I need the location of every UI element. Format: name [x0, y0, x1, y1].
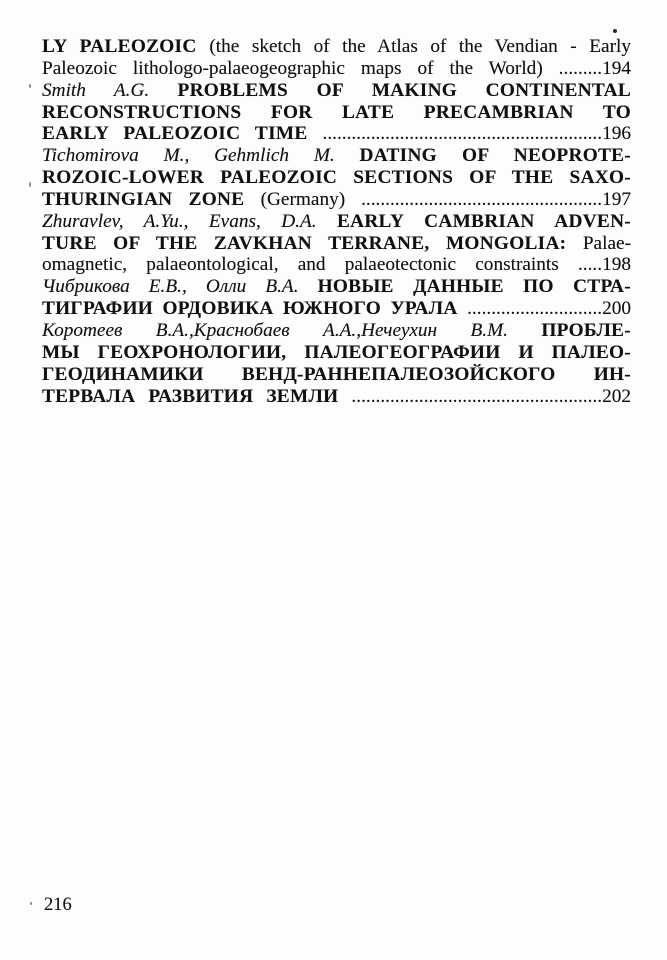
toc-line-2	[42, 58, 631, 80]
toc-segment-bold: ТЕРВАЛА РАЗВИТИЯ ЗЕМЛИ	[42, 385, 352, 407]
scan-speck	[30, 902, 32, 905]
scan-speck	[29, 84, 31, 88]
toc-segment-regular: Palae-	[582, 232, 631, 254]
toc-segment-bold: EARLY CAMBRIAN ADVEN-	[336, 210, 631, 232]
toc-line-8	[42, 189, 631, 211]
toc-line-13	[42, 298, 631, 320]
toc-segment-bold: НОВЫЕ ДАННЫЕ ПО СТРА-	[317, 276, 631, 298]
toc-line-10	[42, 233, 631, 255]
toc-line-7	[42, 167, 631, 189]
toc-line-12	[42, 276, 631, 298]
toc-segment-regular: (the sketch of the Atlas of the Vendian - Early	[209, 36, 631, 57]
toc-segment-bold: ГЕОДИНАМИКИ ВЕНД-РАННЕПАЛЕОЗОЙСКОГО ИН-	[42, 363, 631, 385]
toc-line-11	[42, 254, 631, 276]
scan-speck	[613, 29, 617, 33]
toc-segment-bold: DATING OF NEOPROTE-	[359, 145, 631, 167]
toc-line-14	[42, 320, 631, 342]
toc-segment-bold: RECONSTRUCTIONS FOR LATE PRECAMBRIAN TO	[42, 101, 631, 123]
toc-segment-italic: Tichomirova M., Gehmlich M.	[42, 145, 360, 167]
toc-segment-bold: EARLY PALEOZOIC TIME	[42, 123, 323, 145]
toc-line-6	[42, 145, 631, 167]
toc-segment-italic: Чибрикова Е.В., Олли В.А.	[42, 276, 318, 298]
toc-segment-regular: ..........................................................196	[322, 123, 631, 145]
toc-segment-bold: TURE OF THE ZAVKHAN TERRANE, MONGOLIA:	[42, 232, 583, 254]
toc-segment-regular: omagnetic, palaeontological, and palaeotectonic constraints .....198	[42, 254, 631, 276]
scan-speck	[29, 182, 31, 187]
toc-segment-bold: ROZOIC-LOWER PALEOZOIC SECTIONS OF THE SAXO-	[42, 167, 631, 189]
toc-segment-regular: ............................200	[467, 298, 631, 320]
toc-line-3	[42, 80, 631, 102]
toc-text-block	[42, 36, 631, 407]
toc-line-15	[42, 342, 631, 364]
toc-segment-italic: Smith A.G.	[42, 79, 178, 101]
toc-line-1	[42, 36, 631, 58]
toc-line-16	[42, 364, 631, 386]
toc-segment-regular: (Germany) ..................................................197	[260, 188, 631, 210]
toc-line-4	[42, 102, 631, 124]
toc-segment-italic: Коротеев В.А.,Краснобаев А.А.,Нечеухин В.М.	[42, 319, 542, 341]
toc-segment-bold: МЫ ГЕОХРОНОЛОГИИ, ПАЛЕОГЕОГРАФИИ И ПАЛЕО-	[42, 341, 631, 363]
toc-segment-bold: ТИГРАФИИ ОРДОВИКА ЮЖНОГО УРАЛА	[42, 298, 468, 320]
page-number: 216	[44, 895, 72, 915]
toc-line-5	[42, 123, 631, 145]
toc-line-9	[42, 211, 631, 233]
toc-segment-bold: PROBLEMS OF MAKING CONTINENTAL	[177, 79, 631, 101]
toc-segment-bold: ПРОБЛЕ-	[541, 319, 631, 341]
toc-segment-bold: THURINGIAN ZONE	[42, 188, 261, 210]
toc-segment-regular: ....................................................202	[351, 385, 631, 407]
toc-segment-italic: Zhuravlev, A.Yu., Evans, D.A.	[42, 210, 337, 232]
toc-segment-bold: LY PALEOZOIC	[42, 36, 210, 57]
toc-line-17	[42, 386, 631, 408]
toc-segment-regular: Paleozoic lithologo-palaeogeographic maps of the World) .........194	[42, 57, 631, 79]
